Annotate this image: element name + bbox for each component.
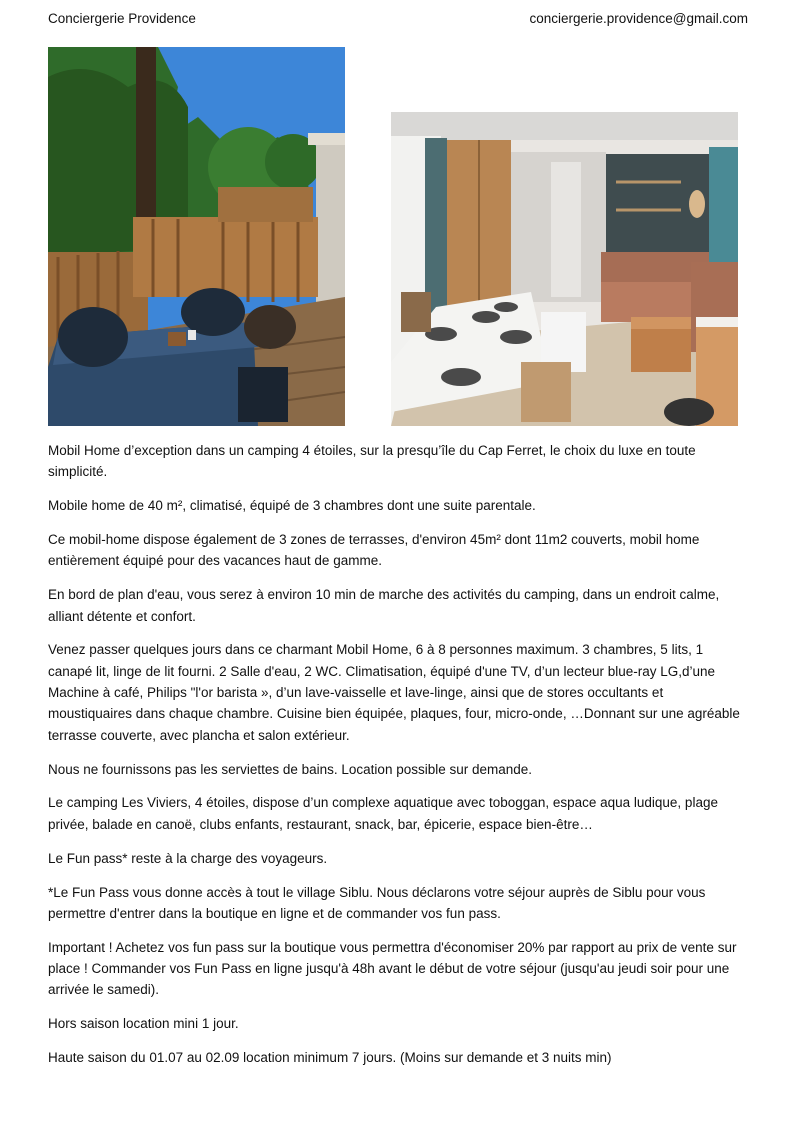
paragraph: Haute saison du 01.07 au 02.09 location minimum 7 jours. (Moins sur demande et 3 nuits min) bbox=[48, 1050, 612, 1066]
terrace-illustration bbox=[48, 47, 345, 426]
contact-email: conciergerie.providence@gmail.com bbox=[529, 11, 748, 26]
paragraph: Nous ne fournissons pas les serviettes de bains. Location possible sur demande. bbox=[48, 761, 533, 777]
description-text bbox=[48, 440, 748, 1081]
paragraph: Venez passer quelques jours dans ce charmant Mobil Home, 6 à 8 personnes maximum. 3 chambres, 5 lits, 1 canapé lit, linge de lit fourni. 2 Salle d'eau, 2 WC. Climatisation, équipé d'une TV, d’un lecteur blue-ray LG,d’une Machine à café, Philips "l'or barista », d’un lave-vaisselle et lave-linge, ainsi que de stores occultants et moustiquaires dans chaque chambre. Cuisine bien équipée, plaques, four, micro-onde, …Donnant sur une agréable terrasse couverte, avec plancha et salon extérieur. bbox=[48, 642, 740, 743]
page-header bbox=[48, 11, 748, 31]
paragraph: Hors saison location mini 1 jour. bbox=[48, 1016, 239, 1032]
paragraph: *Le Fun Pass vous donne accès à tout le village Siblu. Nous déclarons votre séjour auprès de Siblu pour vous permettre d'entrer dans la boutique en ligne et de commander vos fun pass. bbox=[48, 884, 706, 921]
paragraph: En bord de plan d'eau, vous serez à environ 10 min de marche des activités du camping, dans un endroit calme, alliant détente et confort. bbox=[48, 587, 720, 624]
terrace-photo bbox=[48, 47, 345, 426]
interior-photo bbox=[391, 112, 738, 426]
paragraph: Ce mobil-home dispose également de 3 zones de terrasses, d'environ 45m² dont 11m2 couverts, mobil home entièrement équipé pour des vacances haut de gamme. bbox=[48, 532, 700, 569]
company-name: Conciergerie Providence bbox=[48, 11, 196, 26]
interior-illustration bbox=[391, 112, 738, 426]
paragraph: Le Fun pass* reste à la charge des voyageurs. bbox=[48, 850, 328, 866]
paragraph: Le camping Les Viviers, 4 étoiles, dispose d’un complexe aquatique avec toboggan, espace aqua ludique, plage privée, balade en canoë, clubs enfants, restaurant, snack, bar, épicerie, espace bien-être… bbox=[48, 795, 718, 832]
paragraph: Mobile home de 40 m², climatisé, équipé de 3 chambres dont une suite parentale. bbox=[48, 498, 536, 514]
paragraph: Important ! Achetez vos fun pass sur la boutique vous permettra d'économiser 20% par rapport au prix de vente sur place ! Commander vos Fun Pass en ligne jusqu'à 48h avant le début de votre séjour (jusqu'au jeudi soir pour une arrivée le samedi). bbox=[48, 939, 737, 998]
paragraph: Mobil Home d’exception dans un camping 4 étoiles, sur la presqu’île du Cap Ferret, le choix du luxe en toute simplicité. bbox=[48, 443, 696, 480]
